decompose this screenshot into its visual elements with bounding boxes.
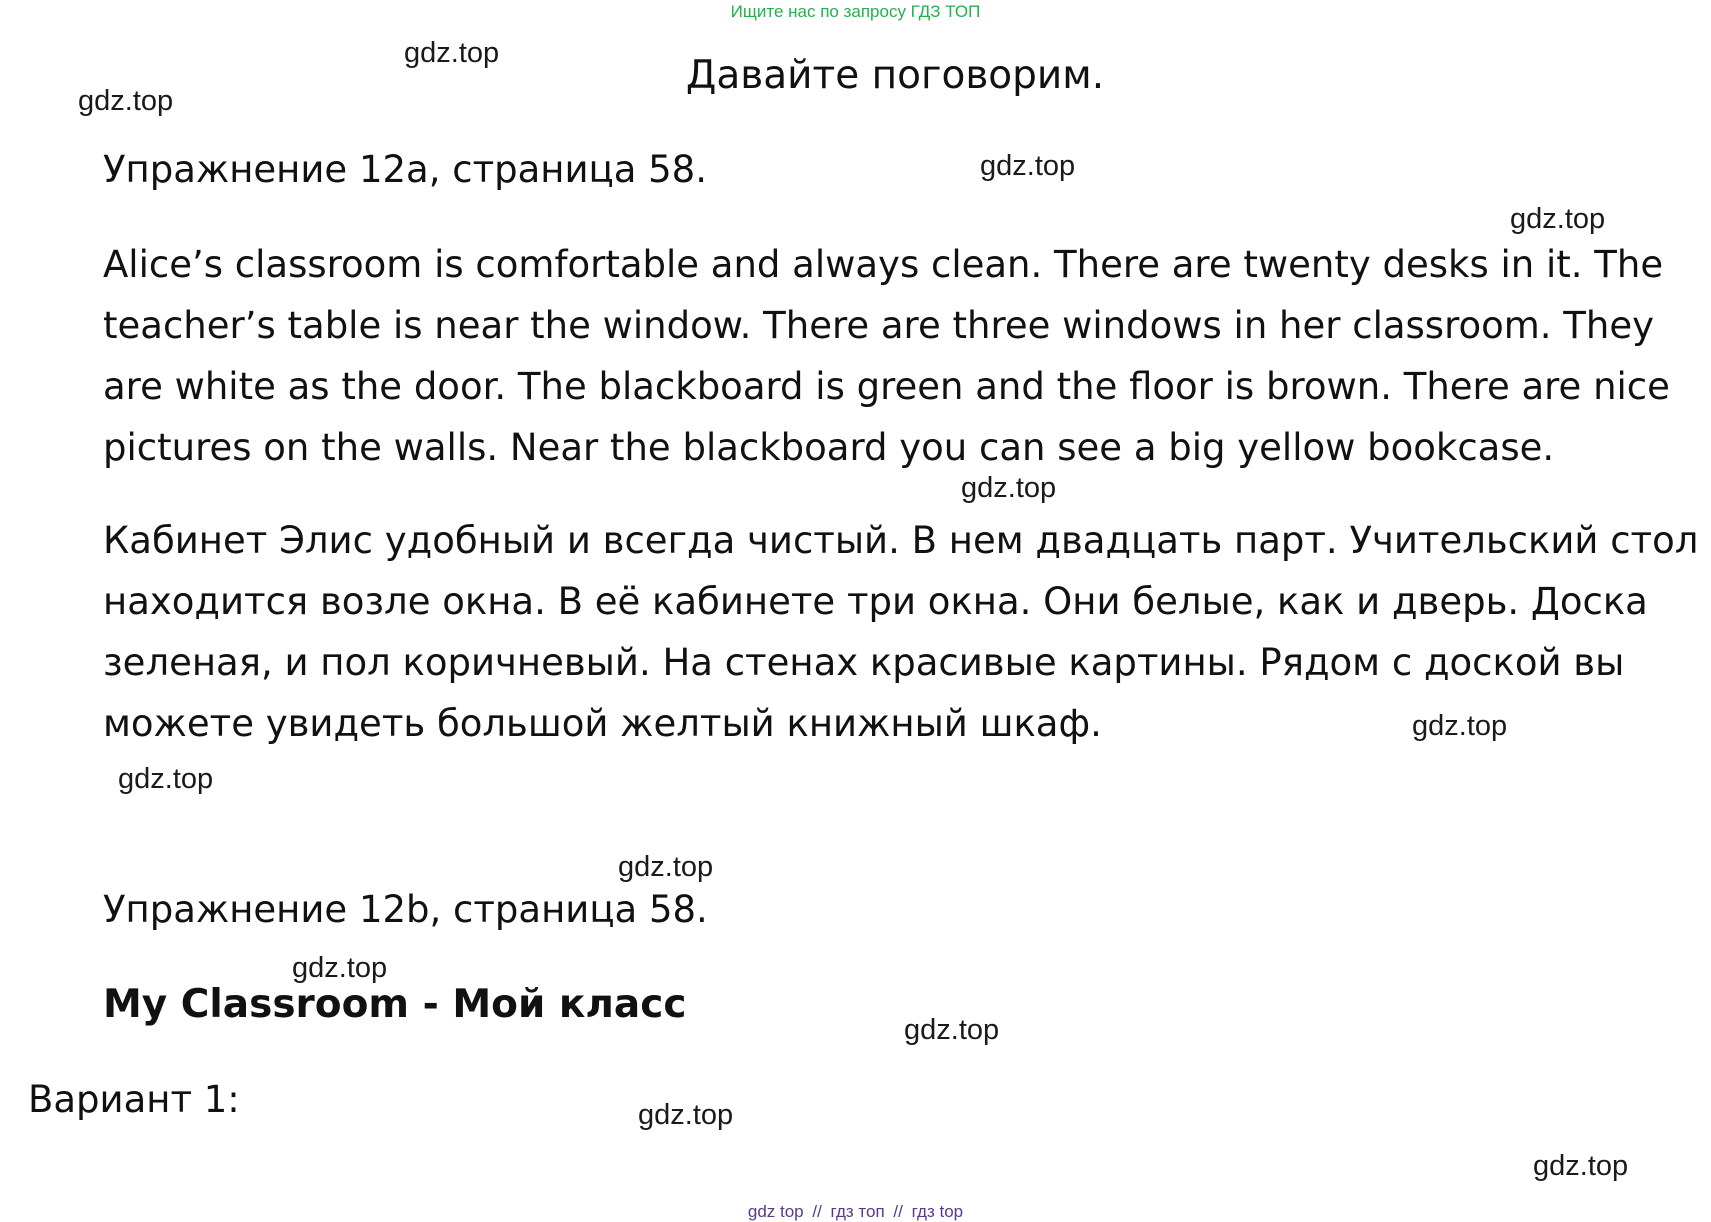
- classroom-heading: My Classroom - Мой класс: [103, 982, 687, 1027]
- watermark: gdz.top: [1533, 1150, 1629, 1182]
- page-title: Давайте поговорим.: [685, 53, 1105, 98]
- bottom-link-separator: //: [893, 1202, 903, 1221]
- watermark: gdz.top: [961, 472, 1057, 504]
- bottom-link-gdz-top-mixed[interactable]: гдз top: [911, 1202, 964, 1221]
- variant-label: Вариант 1:: [28, 1078, 240, 1121]
- exercise-12a-russian-text: Кабинет Элис удобный и всегда чистый. В нем двадцать парт. Учительский стол находится возле окна. В её кабинете три окна. Они белые, как и дверь. Доска зеленая, и пол коричневый. На стенах красивые картины. Рядом с доской вы можете увидеть большой желтый книжный шкаф.: [103, 519, 1699, 745]
- top-banner[interactable]: Ищите нас по запросу ГДЗ ТОП: [730, 2, 981, 21]
- bottom-links: [0, 1202, 1711, 1222]
- watermark: gdz.top: [118, 763, 214, 795]
- bottom-link-separator: //: [812, 1202, 822, 1221]
- bottom-link-gdz-top[interactable]: gdz top: [747, 1202, 804, 1221]
- watermark: gdz.top: [404, 37, 500, 69]
- exercise-12a-english-text: Alice’s classroom is comfortable and always clean. There are twenty desks in it. The teacher’s table is near the window. There are three windows in her classroom. They are white as the door. The blackboard is green and the floor is brown. There are nice pictures on the walls. Near the blackboard you can see a big yellow bookcase.: [103, 243, 1670, 469]
- exercise-12a-title: Упражнение 12a, страница 58.: [103, 148, 707, 191]
- watermark: gdz.top: [78, 85, 174, 117]
- watermark: gdz.top: [1412, 710, 1508, 742]
- bottom-link-gdz-top-ru[interactable]: гдз топ: [830, 1202, 885, 1221]
- watermark: gdz.top: [292, 952, 388, 984]
- watermark: gdz.top: [904, 1014, 1000, 1046]
- exercise-12b-title: Упражнение 12b, страница 58.: [103, 888, 708, 931]
- watermark: gdz.top: [638, 1099, 734, 1131]
- watermark: gdz.top: [618, 851, 714, 883]
- watermark: gdz.top: [980, 150, 1076, 182]
- watermark: gdz.top: [1510, 203, 1606, 235]
